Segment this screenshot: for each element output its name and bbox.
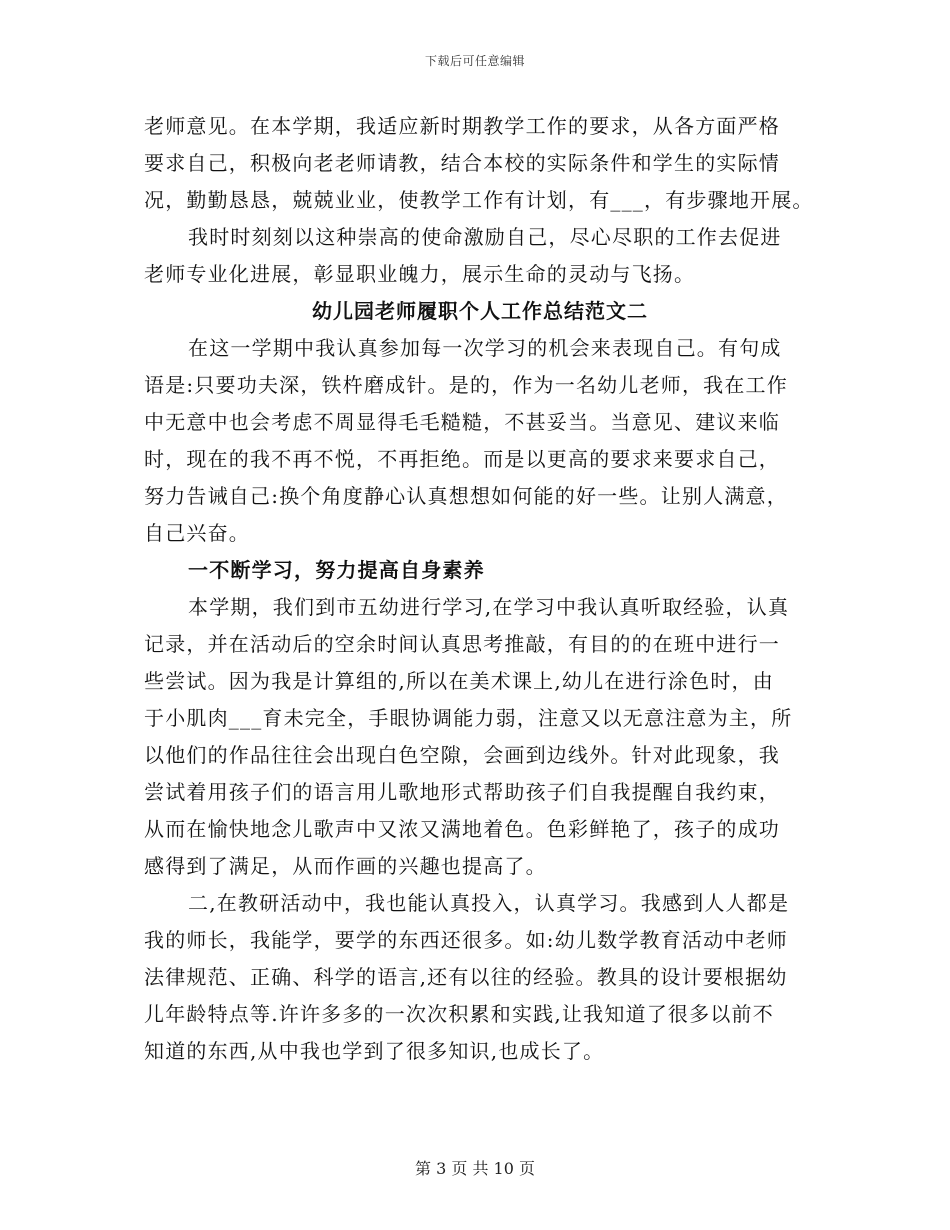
text-line: 中无意中也会考虑不周显得毛毛糙糙，不甚妥当。当意见、建议来临 xyxy=(144,410,780,434)
paragraph xyxy=(144,885,816,1070)
text-line: 老师意见。在本学期，我适应新时期教学工作的要求，从各方面严格 xyxy=(144,114,780,138)
paragraph xyxy=(144,589,816,885)
text-line: 要求自己，积极向老老师请教，结合本校的实际条件和学生的实际情 xyxy=(144,151,780,175)
text-line: 从而在愉快地念儿歌声中又浓又满地着色。色彩鲜艳了，孩子的成功 xyxy=(144,817,780,841)
text-line: 儿年龄特点等.许许多多的一次次积累和实践,让我知道了很多以前不 xyxy=(144,1002,774,1026)
subheading: 一不断学习，努力提高自身素养 xyxy=(188,558,485,582)
page-number: 第 3 页 共 10 页 xyxy=(415,1159,535,1178)
document-body xyxy=(144,108,816,1070)
text-line: 自己兴奋。 xyxy=(144,521,250,545)
paragraph xyxy=(144,219,816,293)
text-line: 以他们的作品往往会出现白色空隙，会画到边线外。针对此现象，我 xyxy=(144,743,780,767)
text-line: 知道的东西,从中我也学到了很多知识,也成长了。 xyxy=(144,1039,605,1063)
text-line: 本学期，我们到市五幼进行学习,在学习中我认真听取经验，认真 xyxy=(188,595,790,619)
text-line: 尝试着用孩子们的语言用儿歌地形式帮助孩子们自我提醒自我约束， xyxy=(144,780,780,804)
header-note: 下载后可任意编辑 xyxy=(424,54,525,68)
text-line: 语是:只要功夫深，铁杵磨成针。是的，作为一名幼儿老师，我在工作 xyxy=(144,373,788,397)
text-line: 况，勤勤恳恳，兢兢业业，使教学工作有计划，有___，有步骤地开展。 xyxy=(144,188,814,212)
text-line: 在这一学期中我认真参加每一次学习的机会来表现自己。有句成 xyxy=(188,336,782,360)
text-line: 二,在教研活动中，我也能认真投入，认真学习。我感到人人都是 xyxy=(188,891,790,915)
text-line: 些尝试。因为我是计算组的,所以在美术课上,幼儿在进行涂色时，由 xyxy=(144,669,774,693)
paragraph xyxy=(144,330,816,552)
text-line: 记录，并在活动后的空余时间认真思考推敲，有目的的在班中进行一 xyxy=(144,632,780,656)
text-line: 我的师长，我能学，要学的东西还很多。如:幼儿数学教育活动中老师 xyxy=(144,928,788,952)
text-line: 我时时刻刻以这种崇高的使命激励自己，尽心尽职的工作去促进 xyxy=(188,225,782,249)
text-line: 老师专业化进展，彰显职业魄力，展示生命的灵动与飞扬。 xyxy=(144,262,696,286)
paragraph xyxy=(144,108,816,219)
text-line: 于小肌肉___育未完全，手眼协调能力弱，注意又以无意注意为主，所 xyxy=(144,706,793,730)
text-line: 法律规范、正确、科学的语言,还有以往的经验。教具的设计要根据幼 xyxy=(144,965,788,989)
text-line: 时，现在的我不再不悦，不再拒绝。而是以更高的要求来要求自己， xyxy=(144,447,780,471)
text-line: 努力告诫自己:换个角度静心认真想想如何能的好一些。让别人满意， xyxy=(144,484,788,508)
text-line: 感得到了满足，从而作画的兴趣也提高了。 xyxy=(144,854,547,878)
section-title: 幼儿园老师履职个人工作总结范文二 xyxy=(312,299,648,323)
